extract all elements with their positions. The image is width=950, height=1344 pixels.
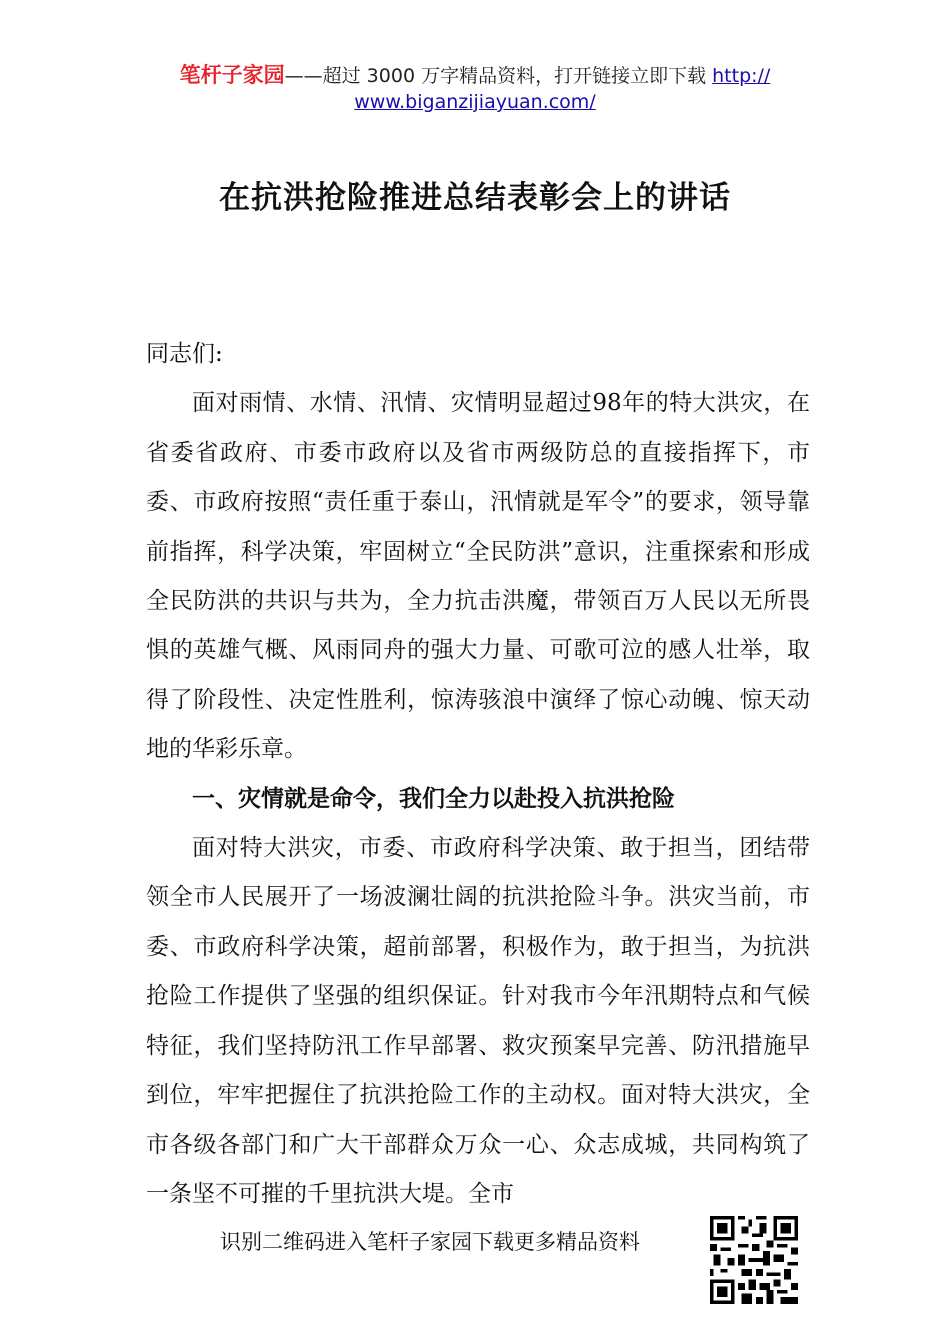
header-link-start[interactable]: http:// [712,65,771,87]
section-paragraph: 面对特大洪灾，市委、市政府科学决策、敢于担当，团结带领全市人民展开了一场波澜壮阔的抗洪抢险斗争。洪灾当前，市委、市政府科学决策，超前部署，积极作为，敢于担当，为抗洪抢险工作提供了坚强的组织保证。针对我市今年汛期特点和气候特征，我们坚持防汛工作早部署、救灾预案早完善、防汛措施早到位，牢牢把握住了抗洪抢险工作的主动权。面对特大洪灾，全市各级各部门和广大干部群众万众一心、众志成城，共同构筑了一条坚不可摧的千里抗洪大堤。全市 [146,835,810,1207]
footer-caption: 识别二维码进入笔杆子家园下载更多精品资料 [220,1230,640,1254]
header-line-1 [0,62,950,89]
header-tagline: ——超过 3000 万字精品资料，打开链接立即下载 [284,65,713,87]
greeting: 同志们: [146,341,223,367]
intro-paragraph: 面对雨情、水情、汛情、灾情明显超过98年的特大洪灾，在省委省政府、市委市政府以及省市两级防总的直接指挥下，市委、市政府按照“责任重于泰山，汛情就是军令”的要求，领导靠前指挥，科学决策，牢固树立“全民防洪”意识，注重探索和形成全民防洪的共识与共为，全力抗击洪魔，带领百万人民以无所畏惧的英雄气概、风雨同舟的强大力量、可歌可泣的感人壮举，取得了阶段性、决定性胜利，惊涛骇浪中演绎了惊心动魄、惊天动地的华彩乐章。 [146,390,810,763]
qr-code-icon[interactable] [710,1216,798,1304]
header-line-2 [0,89,950,115]
document-title: 在抗洪抢险推进总结表彰会上的讲话 [219,180,731,216]
document-body [146,330,810,1219]
header-link-url[interactable]: www.biganzijiayuan.com/ [354,91,596,113]
section-heading: 一、灾情就是命令，我们全力以赴投入抗洪抢险 [192,785,675,812]
brand-name: 笔杆子家园 [179,63,285,87]
document-header [0,62,950,115]
